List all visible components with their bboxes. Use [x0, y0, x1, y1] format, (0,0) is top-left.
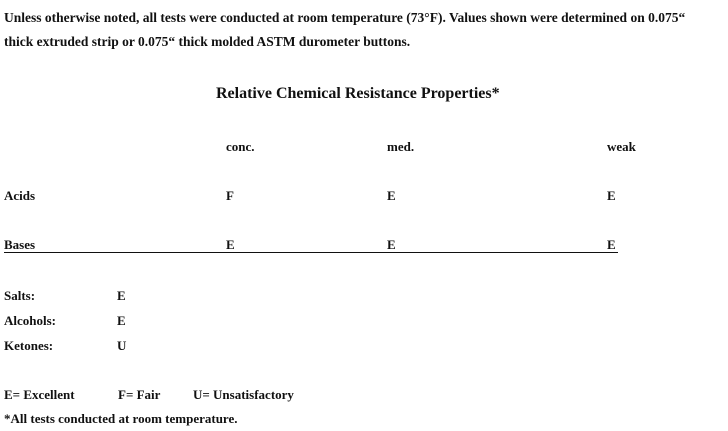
column-header-med: med. [387, 139, 415, 154]
salts-label: Salts: [4, 288, 36, 303]
bases-conc-value: E [226, 237, 235, 252]
ketones-label: Ketones: [4, 338, 54, 353]
intro-line-2: thick extruded strip or 0.075“ thick molded ASTM durometer buttons. [4, 34, 411, 49]
column-header-conc: conc. [226, 139, 255, 154]
ketones-value: U [117, 338, 127, 353]
column-header-weak: weak [607, 139, 636, 154]
section-title: Relative Chemical Resistance Properties* [216, 85, 500, 102]
bases-med-value: E [387, 237, 396, 252]
alcohols-label: Alcohols: [4, 313, 56, 328]
row-label-bases: Bases [4, 237, 36, 252]
bases-row-underline [4, 252, 618, 253]
acids-conc-value: F [226, 188, 234, 203]
acids-weak-value: E [607, 188, 616, 203]
acids-med-value: E [387, 188, 396, 203]
intro-line-1: Unless otherwise noted, all tests were conducted at room temperature (73°F). Values shown were determined on 0.075“ [4, 10, 686, 25]
alcohols-value: E [117, 313, 126, 328]
legend-unsatisfactory: U= Unsatisfactory [193, 387, 294, 402]
salts-value: E [117, 288, 126, 303]
row-label-acids: Acids [4, 188, 36, 203]
legend-fair: F= Fair [118, 387, 161, 402]
legend-excellent: E= Excellent [4, 387, 75, 402]
footnote: *All tests conducted at room temperature. [4, 411, 238, 426]
bases-weak-value: E [607, 237, 616, 252]
